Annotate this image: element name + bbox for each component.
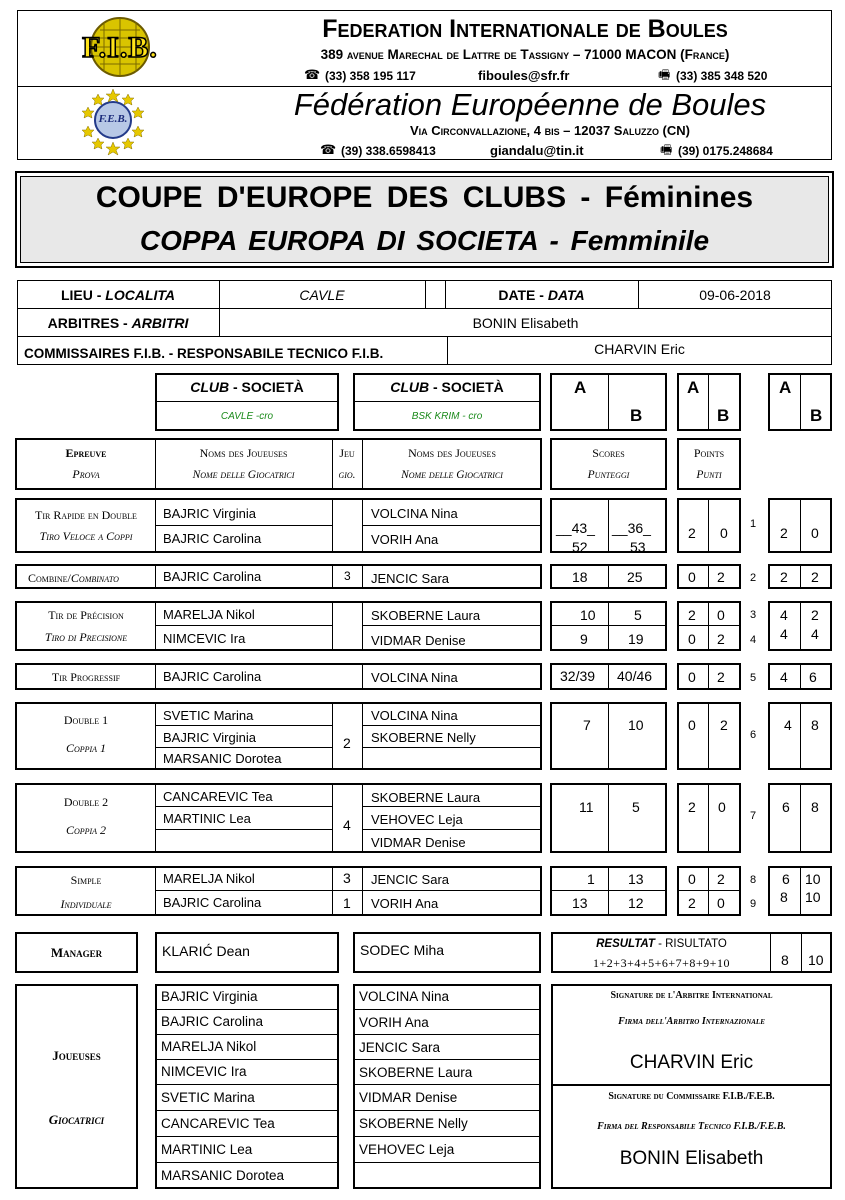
player-a: NIMCEVIC Ira (161, 1064, 247, 1079)
result-label: RESULTAT - RISULTATO (596, 938, 727, 950)
arbitre-name: CHARVIN Eric (629, 1052, 754, 1073)
player-a: MARSANIC Dorotea (161, 1168, 285, 1183)
date-label: DATE - DATA (498, 287, 585, 303)
arbitre-signature-label: Signature de l'Arbitre International (610, 990, 773, 1001)
result-formula: 1+2+3+4+5+6+7+8+9+10 (593, 956, 730, 970)
fib-email: fiboules@sfr.fr (478, 68, 570, 83)
manager-b: SODEC Miha (360, 942, 445, 958)
feb-address: Via Circonvallazione, 4 bis – 12037 Saluzzo (CN) (410, 123, 690, 138)
player-a: BAJRIC Carolina (161, 1014, 264, 1029)
fib-name: Federation Internationale de Boules (322, 15, 728, 43)
player-b: VIDMAR Denise (359, 1090, 458, 1105)
commissaires-label: COMMISSAIRES F.I.B. - RESPONSABILE TECNICO F.I.B. (24, 346, 384, 361)
fib-logo-text: F.I.B. (82, 31, 158, 64)
player-a: CANCAREVIC Tea (161, 1116, 275, 1131)
arbitre-signature-label-it: Firma dell'Arbitro Internazionale (618, 1016, 765, 1027)
fib-fax: (33) 385 348 520 (676, 69, 768, 83)
club-a-label: CLUB - SOCIETÀ (190, 379, 304, 395)
lieu-value: CAVLE (299, 287, 345, 303)
club-b-name: BSK KRIM - cro (411, 411, 483, 422)
manager-a: KLARIĆ Dean (162, 943, 250, 959)
commissaire-signature-label: Signature du Commissaire F.I.B./F.E.B. (608, 1091, 775, 1102)
result-a: 8 (781, 952, 789, 968)
page-subtitle: COPPA EUROPA DI SOCIETA - Femminile (139, 225, 710, 256)
commissaire-signature-label-it: Firma del Responsabile Tecnico F.I.B./F.E.B. (597, 1121, 786, 1132)
commissaires-value: CHARVIN Eric (594, 341, 685, 357)
result-b: 10 (808, 952, 824, 968)
player-a: SVETIC Marina (161, 1090, 255, 1105)
feb-email: giandalu@tin.it (490, 143, 584, 158)
phone-icon: ☎ (320, 142, 337, 157)
players-label-it: Giocatrici (48, 1112, 105, 1127)
fax-icon: 🖷 (658, 67, 671, 82)
feb-logo-text: F.E.B. (98, 113, 128, 125)
arbitres-label: ARBITRES - ARBITRI (47, 315, 189, 331)
player-b: SKOBERNE Nelly (359, 1116, 468, 1131)
club-a-name: CAVLE -cro (220, 411, 274, 422)
fib-phone: (33) 358 195 117 (325, 69, 416, 83)
arbitres-value: BONIN Elisabeth (472, 315, 579, 331)
player-b: VOLCINA Nina (359, 989, 450, 1004)
date-value: 09-06-2018 (699, 287, 771, 303)
player-a: MARELJA Nikol (161, 1039, 257, 1054)
player-b: VEHOVEC Leja (359, 1142, 455, 1157)
player-b: VORIH Ana (359, 1015, 429, 1030)
lieu-label: LIEU - LOCALITA (60, 287, 176, 303)
club-b-label: CLUB - SOCIETÀ (390, 379, 504, 395)
players-label-fr: Joueuses (52, 1048, 101, 1063)
phone-icon: ☎ (304, 67, 321, 82)
commissaire-name: BONIN Elisabeth (619, 1148, 764, 1169)
manager-label: Manager (50, 945, 103, 960)
feb-phone: (39) 338.6598413 (341, 144, 436, 158)
players-label-box (15, 984, 138, 1189)
fax-icon: 🖷 (660, 142, 673, 157)
player-a: BAJRIC Virginia (161, 989, 258, 1004)
fib-address: 389 avenue Marechal de Lattre de Tassigny – 71000 MACON (France) (320, 47, 730, 62)
player-b: JENCIC Sara (359, 1040, 441, 1055)
feb-name: Fédération Européenne de Boules (293, 87, 767, 122)
feb-fax: (39) 0175.248684 (678, 144, 773, 158)
page-title: COUPE D'EUROPE DES CLUBS - Féminines (95, 181, 754, 214)
player-b: SKOBERNE Laura (359, 1065, 473, 1080)
player-a: MARTINIC Lea (161, 1142, 253, 1157)
